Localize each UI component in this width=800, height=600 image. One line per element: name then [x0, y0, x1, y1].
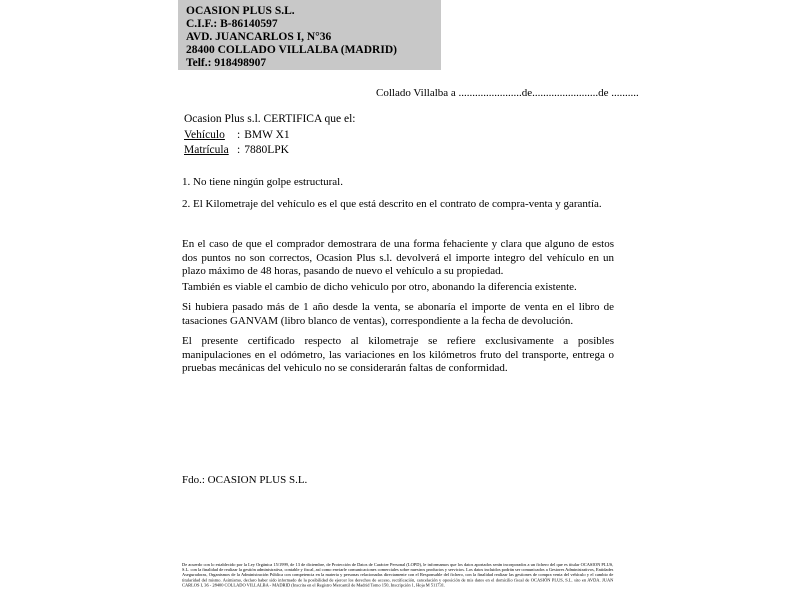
plate-value: 7880LPK	[244, 144, 289, 156]
certified-point-1: 1. No tiene ningún golpe estructural.	[182, 176, 343, 188]
vehicle-value: BMW X1	[244, 128, 290, 141]
ganvam-paragraph: Si hubiera pasado más de 1 año desde la venta, se abonaría el importe de venta en el libro de tasaciones GANVAM (libro blanco de ventas), correspondiente a la fecha de devolución.	[182, 301, 614, 327]
signature-line: Fdo.: OCASION PLUS S.L.	[182, 474, 308, 486]
certifies-line: Ocasion Plus s.l. CERTIFICA que el:	[184, 113, 356, 125]
certification-block	[184, 112, 356, 159]
company-address: AVD. JUANCARLOS I, N°36	[186, 31, 332, 43]
vehicle-line	[184, 128, 356, 144]
vehicle-label: Vehículo	[184, 128, 225, 141]
legal-footer: De acuerdo con lo establecido por la Ley Orgánica 15/1999, de 13 de diciembre, de Protección de Datos de Carácter Personal (LOPD), le informamos que los datos aportados serán incorporados a un fichero del que es titular OCASION PLUS, S.L. con la finalidad de realizar la gestión administrativa, contable y fiscal, así como enviarle comunicaciones comerciales sobre nuestros productos y servicios. Los datos incluidos podrán ser comunicados a Gestores Administrativos, Entidades Aseguradoras, Organismos de la Administración Pública con competencia en la materia y personas relacionadas directamente con el Responsable del fichero, con la finalidad realizar las gestiones de compra venta del vehículo y el cambio de titularidad del mismo. Asimismo, declaro haber sido informado de la posibilidad de ejercer los derechos de acceso, rectificación, cancelación y oposición de mis datos en el domicilio fiscal de OCASIÓN PLUS, S.L. sito en AVDA. JUAN CARLOS I, 36 - 28400 COLLADO VILLALBA - MADRID (Inscrita en el Registro Mercantil de Madrid Tomo 150, Inscripción 1, Hoja M 511731.	[182, 562, 614, 588]
plate-label: Matrícula	[184, 144, 229, 156]
company-phone: Telf.: 918498907	[186, 57, 267, 69]
vehicle-separator: :	[237, 128, 241, 141]
exchange-paragraph: También es viable el cambio de dicho vehiculo por otro, abonando la diferencia existente.	[182, 281, 577, 293]
company-name: OCASION PLUS S.L.	[186, 5, 295, 17]
plate-separator: :	[237, 144, 241, 156]
company-city: 28400 COLLADO VILLALBA (MADRID)	[186, 44, 397, 56]
company-cif: C.I.F.: B-86140597	[186, 18, 278, 30]
date-line: Collado Villalba a .......................de........................de ..........	[376, 87, 639, 99]
odometer-paragraph: El presente certificado respecto al kilometraje se refiere exclusivamente a posibles manipulaciones en el odómetro, las variaciones en los kilómetros fruto del transporte, entrega o pruebas mecánicas del vehiculo no se considerarán faltas de conformidad.	[182, 335, 614, 374]
certified-point-2: 2. El Kilometraje del vehículo es el que está descrito en el contrato de compra-venta y garantía.	[182, 198, 602, 210]
company-header-box	[178, 0, 441, 70]
refund-paragraph: En el caso de que el comprador demostrara de una forma fehaciente y clara que alguno de estos dos puntos no son correctos, Ocasion Plus s.l. devolverá el importe integro del vehículo en un plazo máximo de 48 horas, pasando de nuevo el vehículo a su propiedad.	[182, 238, 614, 277]
plate-line	[184, 143, 356, 159]
